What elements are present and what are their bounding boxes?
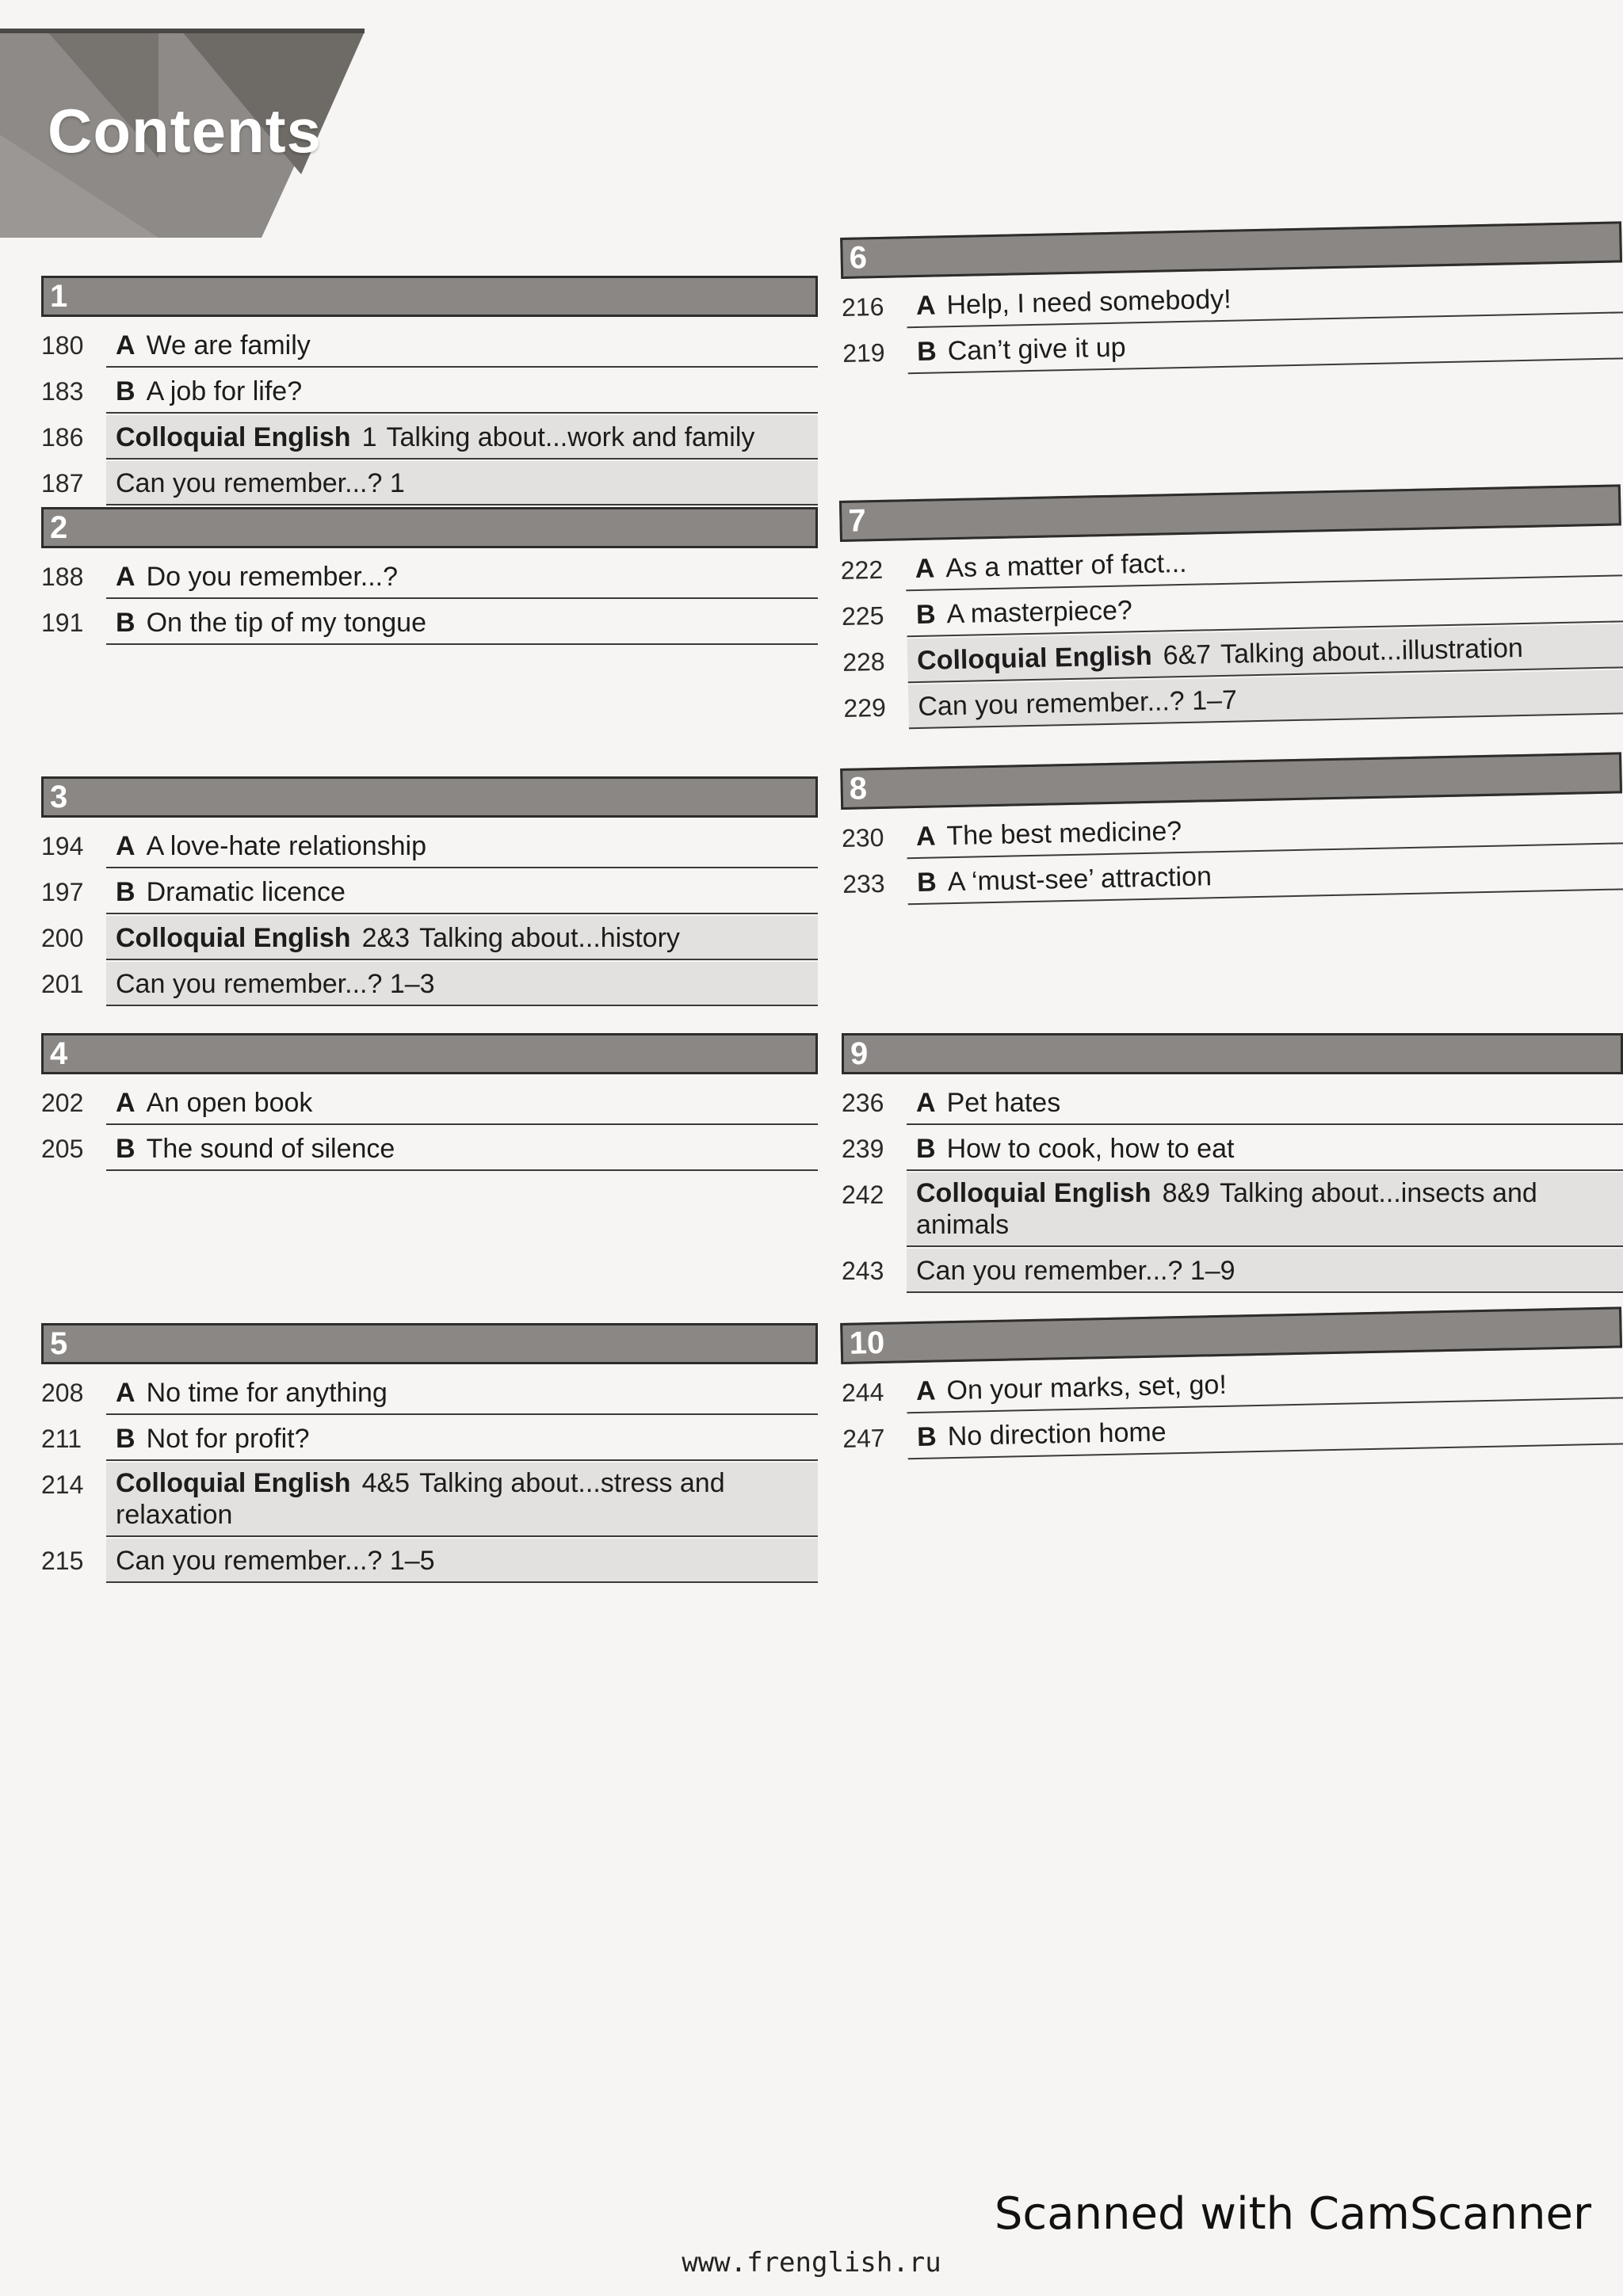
unit-header-bar [41, 1033, 818, 1074]
toc-row[interactable] [41, 415, 818, 461]
lesson-letter: B [915, 599, 936, 631]
lesson-title: Do you remember...? [146, 562, 399, 592]
page-number: 228 [842, 646, 885, 677]
unit-header-bar [41, 776, 818, 818]
toc-row[interactable] [842, 1081, 1623, 1127]
lesson-letter: A [116, 330, 136, 360]
lesson-title: Talking about...work and family [386, 422, 755, 452]
page-number: 208 [41, 1379, 84, 1407]
page-number: 197 [41, 878, 84, 906]
colloquial-english-units: 1 [361, 422, 377, 452]
page-number: 194 [41, 832, 84, 860]
page-number: 215 [41, 1547, 84, 1575]
unit-3 [41, 776, 818, 1008]
lesson-title: A love-hate relationship [146, 831, 427, 861]
colloquial-english-units: 4&5 [361, 1468, 411, 1498]
page-number: 247 [842, 1423, 885, 1453]
page-number: 191 [41, 608, 84, 637]
lesson-title: No direction home [947, 1417, 1167, 1452]
unit-number: 1 [50, 279, 68, 314]
lesson-title: Can’t give it up [947, 332, 1127, 367]
lesson-letter: B [116, 1134, 136, 1164]
lesson-letter: A [916, 1088, 936, 1118]
lesson-letter: B [116, 877, 136, 907]
lesson-letter: A [915, 821, 936, 852]
toc-row[interactable] [41, 1417, 818, 1463]
unit-header-bar [840, 1306, 1622, 1364]
unit-9 [842, 1033, 1623, 1295]
colloquial-english-label: Colloquial English [116, 923, 351, 953]
page-number: 230 [841, 822, 884, 852]
footer-url: www.frenglish.ru [682, 2247, 941, 2279]
page-number: 187 [41, 469, 84, 498]
lesson-title: A masterpiece? [946, 595, 1133, 630]
page-number: 183 [41, 377, 84, 406]
lesson-title: How to cook, how to eat [946, 1134, 1235, 1164]
lesson-title: As a matter of fact... [945, 547, 1187, 584]
toc-row[interactable] [41, 369, 818, 415]
toc-row[interactable] [842, 1249, 1623, 1295]
page-number: 233 [842, 868, 885, 898]
page-number: 205 [41, 1135, 84, 1163]
unit-4 [41, 1033, 818, 1173]
unit-number: 4 [50, 1036, 68, 1071]
unit-header-bar [839, 484, 1621, 542]
toc-row[interactable] [41, 601, 818, 646]
page-number: 211 [41, 1425, 82, 1453]
page-number: 219 [842, 338, 885, 368]
unit-1 [41, 276, 818, 507]
lesson-title: We are family [146, 330, 311, 360]
unit-number: 2 [50, 510, 68, 545]
lesson-letter: B [116, 608, 136, 638]
toc-row[interactable] [41, 323, 818, 369]
unit-number: 8 [849, 771, 868, 807]
unit-10 [840, 1306, 1623, 1463]
toc-row[interactable] [41, 870, 818, 916]
scanner-watermark: Scanned with CamScanner [994, 2188, 1591, 2240]
toc-row[interactable] [41, 916, 818, 962]
page-number: 243 [842, 1257, 884, 1285]
unit-6 [840, 221, 1623, 377]
unit-header-bar [41, 507, 818, 548]
lesson-title: Can you remember...? 1–5 [116, 1546, 435, 1576]
lesson-title: Can you remember...? 1–7 [918, 685, 1238, 723]
toc-row[interactable] [842, 1173, 1623, 1249]
lesson-title: Can you remember...? 1–9 [916, 1256, 1235, 1286]
toc-row[interactable] [41, 1127, 818, 1173]
unit-2 [41, 507, 818, 646]
page-number: 242 [842, 1180, 884, 1209]
toc-row[interactable] [842, 1127, 1623, 1173]
unit-number: 7 [848, 503, 867, 539]
lesson-letter: A [915, 290, 936, 322]
unit-5 [41, 1323, 818, 1585]
lesson-title: An open book [146, 1088, 313, 1118]
toc-row[interactable] [41, 1371, 818, 1417]
unit-header-bar [840, 221, 1622, 279]
colloquial-english-label: Colloquial English [916, 1178, 1151, 1208]
page-number: 239 [842, 1135, 884, 1163]
unit-number: 3 [50, 780, 68, 814]
page-number: 186 [41, 423, 84, 452]
lesson-title: Talking about...insects and animals [916, 1178, 1537, 1240]
unit-7 [839, 484, 1623, 732]
toc-row[interactable] [41, 824, 818, 870]
colloquial-english-label: Colloquial English [916, 640, 1153, 677]
page-number: 236 [842, 1089, 884, 1117]
colloquial-english-units: 8&9 [1162, 1178, 1211, 1208]
unit-number: 6 [849, 240, 868, 276]
toc-row[interactable] [41, 461, 818, 507]
lesson-title: Talking about...illustration [1220, 633, 1524, 669]
lesson-title: A ‘must-see’ attraction [947, 861, 1212, 898]
unit-header-bar [41, 276, 818, 317]
page-number: 201 [41, 970, 84, 998]
page-number: 225 [841, 601, 884, 631]
page-number: 180 [41, 331, 84, 360]
colloquial-english-label: Colloquial English [116, 1468, 351, 1498]
lesson-title: On the tip of my tongue [146, 608, 426, 638]
lesson-title: Dramatic licence [146, 877, 346, 907]
lesson-title: The sound of silence [146, 1134, 395, 1164]
lesson-letter: A [116, 1378, 136, 1408]
unit-number: 5 [50, 1326, 68, 1361]
toc-row[interactable] [41, 1539, 818, 1585]
lesson-letter: A [116, 1088, 136, 1118]
page-title: Contents [48, 96, 322, 166]
lesson-title: Can you remember...? 1–3 [116, 969, 435, 999]
toc-row[interactable] [41, 555, 818, 601]
toc-row[interactable] [41, 1081, 818, 1127]
lesson-letter: B [116, 1424, 136, 1454]
colloquial-english-units: 6&7 [1163, 639, 1212, 671]
lesson-letter: B [916, 1421, 938, 1453]
colloquial-english-label: Colloquial English [116, 422, 351, 452]
page-number: 216 [841, 292, 884, 322]
lesson-title: The best medicine? [946, 816, 1182, 852]
page-number: 244 [841, 1377, 884, 1407]
page-number: 229 [843, 692, 887, 723]
unit-number: 9 [850, 1036, 869, 1071]
unit-header-bar [842, 1033, 1623, 1074]
lesson-letter: A [116, 831, 136, 861]
page-number: 214 [41, 1470, 84, 1499]
lesson-title: Not for profit? [146, 1424, 310, 1454]
lesson-letter: B [916, 867, 938, 898]
page-number: 202 [41, 1089, 84, 1117]
unit-header-bar [41, 1323, 818, 1364]
page-number: 200 [41, 924, 84, 952]
lesson-title: No time for anything [146, 1378, 388, 1408]
unit-number: 10 [849, 1325, 885, 1361]
toc-row[interactable] [41, 1463, 818, 1539]
lesson-letter: B [916, 1134, 936, 1164]
lesson-title: On your marks, set, go! [946, 1369, 1228, 1406]
lesson-title: Help, I need somebody! [946, 284, 1232, 321]
lesson-title: Talking about...stress and relaxation [116, 1468, 725, 1530]
lesson-title: A job for life? [146, 376, 303, 406]
lesson-letter: A [915, 1375, 936, 1407]
unit-header-bar [840, 752, 1622, 810]
page-number: 222 [840, 555, 884, 585]
lesson-letter: B [916, 336, 938, 368]
colloquial-english-units: 2&3 [361, 923, 411, 953]
toc-row[interactable] [41, 962, 818, 1008]
lesson-letter: B [116, 376, 136, 406]
lesson-title: Talking about...history [419, 923, 680, 953]
lesson-title: Pet hates [946, 1088, 1061, 1118]
lesson-title: Can you remember...? 1 [116, 468, 405, 498]
unit-8 [840, 752, 1623, 908]
lesson-letter: A [915, 553, 935, 585]
page-number: 188 [41, 563, 84, 591]
lesson-letter: A [116, 562, 136, 592]
